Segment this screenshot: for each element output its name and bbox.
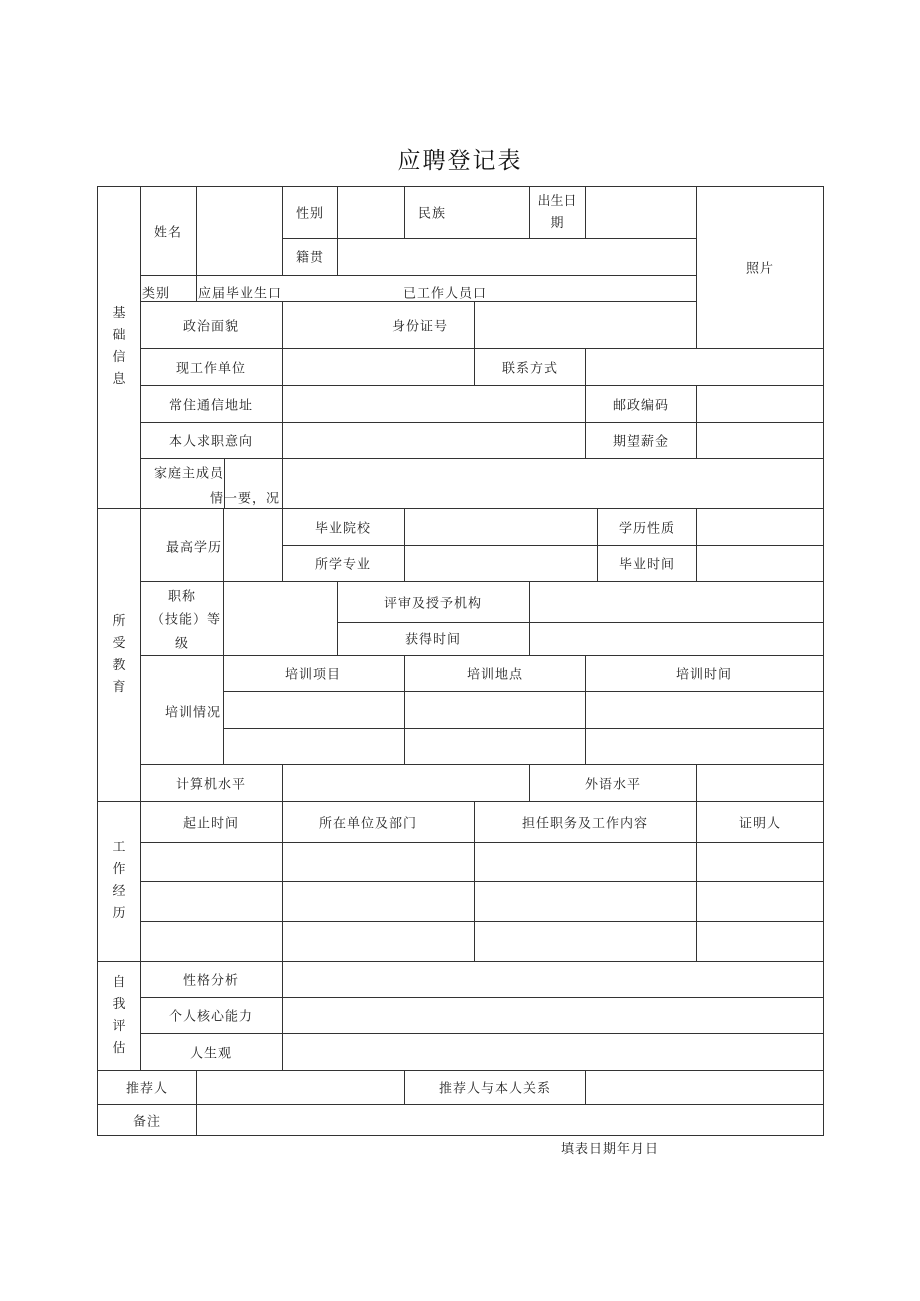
training-location-header: 培训地点 [466, 667, 524, 683]
ethnicity-label: 民族 [417, 206, 447, 222]
major-label: 所学专业 [314, 557, 372, 573]
section-label-education: 所受教育 [112, 614, 126, 695]
id-number-label: 身份证号 [391, 319, 449, 335]
life-view-label: 人生观 [189, 1046, 233, 1062]
training-project-header: 培训项目 [284, 667, 342, 683]
training-label: 培训情况 [164, 705, 222, 721]
form-title: 应聘登记表 [397, 148, 523, 174]
period-header: 起止时间 [182, 816, 240, 832]
graduate-school-label: 毕业院校 [314, 521, 372, 537]
computer-level-label: 计算机水平 [175, 777, 247, 793]
section-label-basic: 基础信息 [112, 306, 126, 387]
fresh-graduate-option[interactable]: 应届毕业生口 [198, 286, 283, 302]
political-status-label: 政治面貌 [182, 319, 240, 335]
birth-date-label: 出生日期 [537, 194, 577, 231]
reference-header: 证明人 [738, 816, 782, 832]
contact-label: 联系方式 [501, 361, 559, 377]
family-label-line1: 家庭主成员 [154, 466, 225, 482]
name-label: 姓名 [153, 225, 183, 241]
remarks-label: 备注 [132, 1114, 162, 1130]
title-label-line3: 级 [174, 636, 190, 652]
current-employer-label: 现工作单位 [175, 361, 247, 377]
review-agency-label: 评审及授予机构 [383, 596, 483, 612]
title-label-line2: （技能）等 [150, 612, 222, 628]
language-level-label: 外语水平 [584, 777, 642, 793]
referrer-label: 推荐人 [125, 1081, 169, 1097]
native-place-label: 籍贯 [295, 250, 325, 266]
personality-label: 性格分析 [182, 973, 240, 989]
postal-code-label: 邮政编码 [612, 398, 670, 414]
highest-degree-label: 最高学历 [165, 540, 223, 556]
photo-label: 照片 [745, 261, 775, 277]
title-label-line1: 职称 [167, 589, 197, 605]
fill-date-label: 填表日期年月日 [561, 1142, 660, 1157]
training-time-header: 培训时间 [675, 667, 733, 683]
section-label-self-eval: 自我评估 [112, 975, 126, 1056]
employer-dept-header: 所在单位及部门 [318, 816, 418, 832]
referrer-relation-label: 推荐人与本人关系 [438, 1081, 552, 1097]
address-label: 常住通信地址 [168, 398, 254, 414]
category-label: 类别 [141, 286, 171, 302]
core-ability-label: 个人核心能力 [168, 1009, 254, 1025]
degree-nature-label: 学历性质 [618, 521, 676, 537]
employed-option[interactable]: 已工作人员口 [403, 286, 488, 302]
graduation-time-label: 毕业时间 [618, 557, 676, 573]
position-duties-header: 担任职务及工作内容 [521, 816, 649, 832]
obtained-time-label: 获得时间 [404, 632, 462, 648]
section-label-work: 工作经历 [112, 840, 126, 921]
gender-label: 性别 [295, 206, 325, 222]
expected-salary-label: 期望薪金 [612, 434, 670, 450]
family-label-line2: 情一要，况 [210, 491, 281, 507]
job-intention-label: 本人求职意向 [168, 434, 254, 450]
